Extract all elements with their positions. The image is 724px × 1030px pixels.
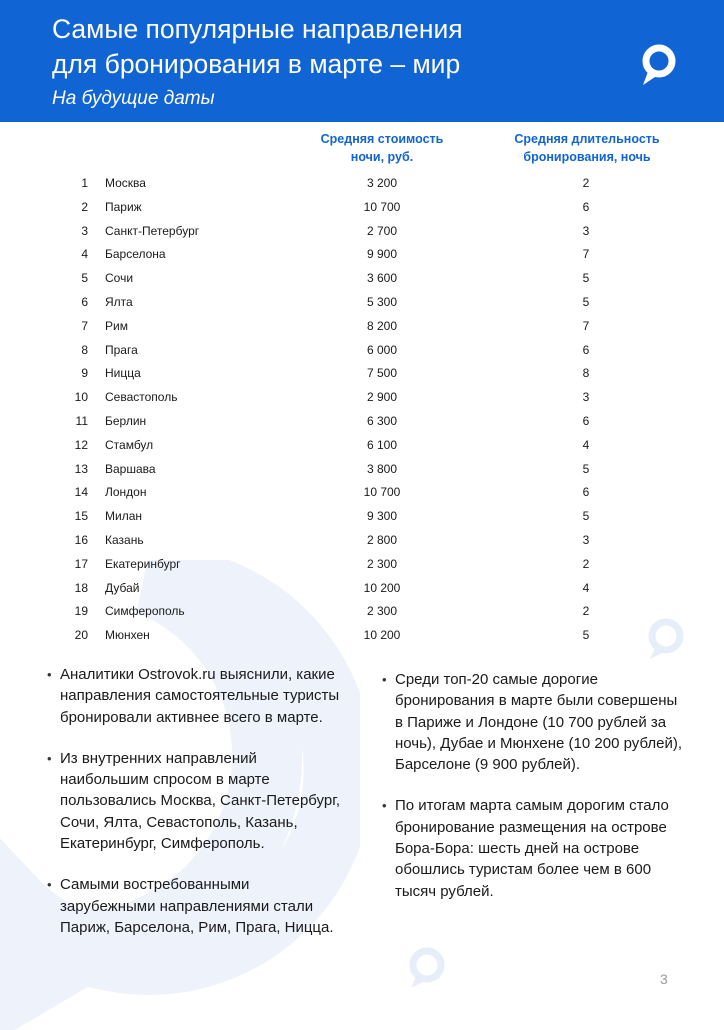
table-row [0, 409, 724, 433]
row-city: Санкт-Петербург [105, 223, 200, 238]
table-row [0, 361, 724, 385]
row-nights: 2 [582, 176, 590, 190]
row-city: Прага [105, 342, 138, 357]
table-row [0, 576, 724, 600]
page-title [52, 12, 572, 82]
column-header-duration-line-1: Средняя длительность [514, 132, 660, 146]
row-nights: 7 [582, 318, 590, 333]
row-nights: 6 [582, 199, 590, 214]
table-row [0, 171, 724, 195]
notes-right-column [382, 669, 682, 922]
row-rank: 2 [81, 199, 88, 214]
row-nights: 3 [582, 390, 590, 405]
row-cost: 6 000 [366, 342, 398, 357]
row-nights: 5 [582, 271, 590, 286]
row-rank: 5 [81, 271, 88, 286]
row-rank: 6 [81, 294, 88, 309]
table-row [0, 433, 724, 457]
row-cost: 3 200 [366, 176, 398, 190]
table-row [0, 528, 724, 552]
row-rank: 7 [81, 318, 88, 333]
page-subtitle: На будущие даты [52, 88, 215, 109]
table-row [0, 314, 724, 338]
row-nights: 6 [582, 342, 590, 357]
notes-left-column [47, 664, 347, 958]
row-cost: 2 800 [366, 532, 398, 547]
table-row [0, 504, 724, 528]
row-rank: 1 [81, 176, 88, 190]
row-nights: 3 [582, 223, 590, 238]
table-row [0, 242, 724, 266]
title-line-2: для бронирования в марте – мир [52, 49, 461, 79]
table-row [0, 552, 724, 576]
row-cost: 10 700 [363, 199, 401, 214]
note-bullet: • Среди топ-20 самые дорогие бронирования в марте были совершены в Париже и Лондоне (10 700 рублей за ночь), Дубае и Мюнхене (10 200 рублей), Барселоне (9 900 рублей). [382, 669, 682, 775]
row-cost: 9 300 [366, 509, 398, 524]
note-bullet: • Аналитики Ostrovok.ru выяснили, какие направления самостоятельные туристы бронировали активнее всего в марте. [47, 664, 347, 728]
row-nights: 5 [582, 294, 590, 309]
row-city: Рим [105, 318, 128, 333]
row-nights: 5 [582, 509, 590, 524]
note-bullet: • Из внутренних направлений наибольшим спросом в марте пользовались Москва, Санкт-Петербург, Сочи, Ялта, Севастополь, Казань, Екатеринбург, Симферополь. [47, 748, 347, 854]
table-row [0, 338, 724, 362]
table-row [0, 623, 724, 647]
row-nights: 5 [582, 628, 590, 643]
row-rank: 11 [75, 413, 88, 428]
row-rank: 13 [74, 461, 88, 476]
row-cost: 9 900 [366, 247, 398, 262]
page-number: 3 [660, 971, 668, 987]
row-rank: 19 [74, 604, 88, 619]
row-rank: 10 [74, 390, 88, 405]
row-cost: 10 200 [363, 580, 401, 595]
row-cost: 2 300 [366, 556, 398, 571]
row-rank: 8 [81, 342, 88, 357]
row-city: Варшава [105, 461, 156, 476]
table-row [0, 599, 724, 623]
table-row [0, 266, 724, 290]
table-row [0, 219, 724, 243]
column-header-cost-line-1: Средняя стоимость [320, 132, 444, 146]
row-city: Казань [105, 532, 144, 547]
row-nights: 8 [582, 366, 590, 381]
row-cost: 10 700 [363, 485, 401, 500]
row-rank: 12 [74, 437, 88, 452]
row-nights: 3 [582, 532, 590, 547]
row-city: Дубай [105, 580, 140, 595]
row-nights: 7 [582, 247, 590, 262]
ostrovok-pin-logo-icon [636, 42, 680, 88]
table-row [0, 385, 724, 409]
row-cost: 7 500 [366, 366, 398, 381]
column-header-duration [500, 130, 674, 166]
column-header-cost-line-2: ночи, руб. [350, 150, 414, 164]
row-city: Екатеринбург [105, 556, 181, 571]
row-cost: 6 100 [366, 437, 398, 452]
row-nights: 5 [582, 461, 590, 476]
destinations-table [0, 171, 724, 647]
row-rank: 17 [74, 556, 88, 571]
note-bullet: • По итогам марта самым дорогим стало бронирование размещения на острове Бора-Бора: шесть дней на острове обошлись туристам более чем в 600 тысяч рублей. [382, 795, 682, 901]
row-rank: 4 [81, 247, 88, 262]
row-nights: 2 [582, 604, 590, 619]
row-cost: 5 300 [366, 294, 398, 309]
row-rank: 9 [81, 366, 88, 381]
table-row [0, 195, 724, 219]
table-row [0, 290, 724, 314]
row-city: Милан [105, 509, 143, 524]
row-cost: 2 700 [366, 223, 398, 238]
table-row [0, 457, 724, 481]
row-rank: 3 [81, 223, 88, 238]
row-city: Москва [105, 176, 146, 190]
row-city: Барселона [105, 247, 166, 262]
row-nights: 6 [582, 485, 590, 500]
table-row [0, 480, 724, 504]
row-nights: 2 [582, 556, 590, 571]
row-rank: 14 [74, 485, 88, 500]
column-header-duration-line-2: бронирования, ночь [523, 150, 651, 164]
row-cost: 6 300 [366, 413, 398, 428]
row-city: Севастополь [105, 390, 178, 405]
row-cost: 3 800 [366, 461, 398, 476]
row-city: Ялта [105, 294, 133, 309]
row-cost: 2 300 [366, 604, 398, 619]
title-line-1: Самые популярные направления [52, 14, 463, 44]
header-banner [0, 0, 724, 122]
row-cost: 10 200 [363, 628, 401, 643]
row-rank: 15 [74, 509, 88, 524]
background-pin-watermark-bottom [404, 944, 450, 990]
row-city: Стамбул [105, 437, 154, 452]
row-rank: 18 [74, 580, 88, 595]
row-city: Париж [105, 199, 142, 214]
row-nights: 4 [582, 437, 590, 452]
row-rank: 16 [74, 532, 88, 547]
note-bullet: • Самыми востребованными зарубежными направлениями стали Париж, Барселона, Рим, Прага, Ницца. [47, 874, 347, 938]
row-city: Ницца [105, 366, 141, 381]
row-nights: 4 [582, 580, 590, 595]
row-city: Берлин [105, 413, 147, 428]
row-city: Сочи [105, 271, 134, 286]
row-city: Мюнхен [105, 628, 150, 643]
row-cost: 2 900 [366, 390, 398, 405]
row-cost: 3 600 [366, 271, 398, 286]
row-cost: 8 200 [366, 318, 398, 333]
row-rank: 20 [74, 628, 88, 643]
row-city: Симферополь [105, 604, 185, 619]
row-city: Лондон [105, 485, 147, 500]
row-nights: 6 [582, 413, 590, 428]
column-header-cost [297, 130, 467, 166]
